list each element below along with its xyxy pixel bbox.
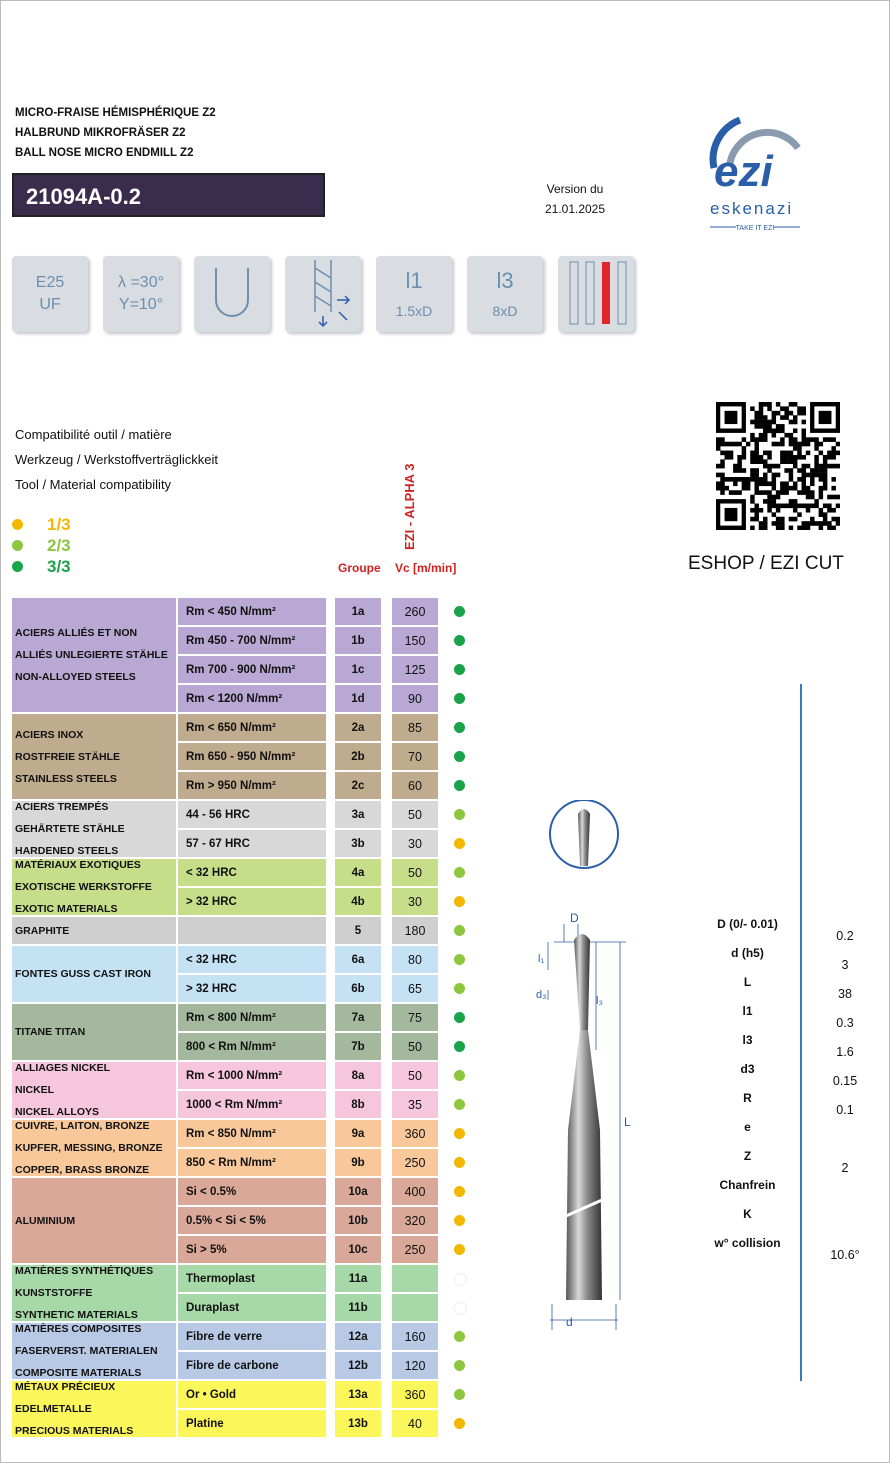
condition-cell	[178, 917, 326, 944]
spec-value: 2	[841, 1161, 849, 1175]
condition-cell: Rm < 1000 N/mm²	[178, 1062, 326, 1089]
category-label: GRAPHITE	[15, 924, 70, 937]
vc-cell	[392, 1265, 438, 1292]
label-l1: l₁	[538, 953, 545, 965]
eshop-label: ESHOP / EZI CUT	[688, 553, 844, 574]
compatibility-dot	[454, 722, 465, 733]
group-cell: 7a	[335, 1004, 381, 1031]
spec-value: 3	[841, 958, 849, 972]
group-cell: 13b	[335, 1410, 381, 1437]
condition-cell: Fibre de carbone	[178, 1352, 326, 1379]
group-cell: 10c	[335, 1236, 381, 1263]
category-label: NICKEL	[15, 1084, 55, 1096]
category-label: EDELMETALLE	[15, 1403, 92, 1415]
spec-value: 0.3	[836, 1016, 854, 1030]
compat-en: Tool / Material compatibility	[15, 477, 172, 492]
compatibility-dot	[454, 606, 465, 617]
category-label: FONTES GUSS CAST IRON	[15, 968, 151, 980]
group-cell: 10b	[335, 1207, 381, 1234]
grade-icon	[12, 256, 88, 332]
compatibility-dot	[454, 1331, 465, 1342]
vc-cell: 50	[392, 1033, 438, 1060]
group-cell: 1d	[335, 685, 381, 712]
title-de: HALBRUND MIKROFRÄSER Z2	[15, 127, 186, 139]
logo-word: ezi	[714, 147, 773, 196]
compatibility-dot	[454, 925, 465, 936]
category-label: NICKEL ALLOYS	[15, 1106, 100, 1118]
category-label: COMPOSITE MATERIALS	[15, 1367, 142, 1379]
material-category	[12, 1004, 176, 1060]
spec-label: D (0/- 0.01)	[717, 917, 778, 931]
vc-cell: 400	[392, 1178, 438, 1205]
spec-label: l1	[742, 1004, 753, 1018]
compatibility-dot	[454, 809, 465, 820]
qr-code	[716, 402, 840, 530]
group-cell: 10a	[335, 1178, 381, 1205]
condition-cell: 44 - 56 HRC	[178, 801, 326, 828]
condition-cell: Rm 450 - 700 N/mm²	[178, 627, 326, 654]
vc-cell: 250	[392, 1236, 438, 1263]
vc-header: Vc [m/min]	[395, 561, 457, 575]
group-cell: 12a	[335, 1323, 381, 1350]
vc-cell: 85	[392, 714, 438, 741]
l1-value: 1.5xD	[395, 303, 433, 319]
group-cell: 2c	[335, 772, 381, 799]
category-label: STAINLESS STEELS	[15, 772, 117, 785]
logo-brand: eskenazi	[710, 199, 794, 218]
group-cell: 13a	[335, 1381, 381, 1408]
length-l3-icon	[467, 256, 543, 332]
compat-de: Werkzeug / Werkstoffverträglickkeit	[15, 452, 219, 467]
grade-line1: E25	[35, 274, 65, 291]
vc-cell: 60	[392, 772, 438, 799]
tool-drawing	[530, 800, 640, 1340]
l3-value: 8xD	[492, 303, 518, 319]
vc-cell: 250	[392, 1149, 438, 1176]
legend-3-3	[12, 556, 71, 577]
spec-label: d3	[740, 1062, 755, 1076]
condition-cell: 57 - 67 HRC	[178, 830, 326, 857]
category-label: MATIÈRES SYNTHÉTIQUES	[15, 1265, 154, 1277]
vc-cell: 75	[392, 1004, 438, 1031]
spec-label: K	[743, 1207, 752, 1221]
tool-coating-icon	[558, 256, 634, 332]
label-L: L	[624, 1115, 631, 1129]
grade-line2: UF	[39, 296, 61, 313]
condition-cell: Rm < 1200 N/mm²	[178, 685, 326, 712]
condition-cell: 850 < Rm N/mm²	[178, 1149, 326, 1176]
product-reference: 21094A-0.2	[12, 173, 325, 217]
condition-cell: Si > 5%	[178, 1236, 326, 1263]
condition-cell: Rm < 850 N/mm²	[178, 1120, 326, 1147]
group-cell: 1a	[335, 598, 381, 625]
legend-label: 3/3	[47, 557, 71, 576]
vc-cell: 360	[392, 1381, 438, 1408]
condition-cell: Thermoplast	[178, 1265, 326, 1292]
vc-cell: 320	[392, 1207, 438, 1234]
category-label: NON-ALLOYED STEELS	[15, 671, 136, 683]
group-cell: 9a	[335, 1120, 381, 1147]
material-category	[12, 1323, 176, 1379]
legend-2-3	[12, 535, 71, 556]
spec-label: R	[743, 1091, 752, 1105]
category-label: COPPER, BRASS BRONZE	[15, 1164, 150, 1176]
title-fr: MICRO-FRAISE HÉMISPHÉRIQUE Z2	[15, 107, 216, 119]
group-cell: 1c	[335, 656, 381, 683]
condition-cell: Rm < 800 N/mm²	[178, 1004, 326, 1031]
group-cell: 5	[335, 917, 381, 944]
compatibility-dot	[454, 1070, 465, 1081]
category-label: GEHÄRTETE STÄHLE	[15, 823, 125, 835]
compatibility-dot	[454, 780, 465, 791]
compatibility-dot	[454, 896, 465, 907]
vc-cell: 125	[392, 656, 438, 683]
vc-cell: 30	[392, 830, 438, 857]
length-l1-icon	[376, 256, 452, 332]
category-label: KUNSTSTOFFE	[15, 1287, 93, 1299]
condition-cell: Rm 700 - 900 N/mm²	[178, 656, 326, 683]
l3-symbol: l3	[496, 268, 514, 293]
compatibility-dot	[454, 838, 465, 849]
label-d: d	[566, 1315, 573, 1329]
category-label: HARDENED STEELS	[15, 845, 119, 857]
group-cell: 4b	[335, 888, 381, 915]
material-category	[12, 1062, 176, 1118]
spec-label: w° collision	[714, 1236, 781, 1250]
condition-cell: < 32 HRC	[178, 946, 326, 973]
vc-cell: 80	[392, 946, 438, 973]
angle-icon	[103, 256, 179, 332]
category-label: EXOTISCHE WERKSTOFFE	[15, 881, 152, 893]
category-label: KUPFER, MESSING, BRONZE	[15, 1142, 163, 1154]
legend-label: 1/3	[47, 515, 71, 534]
vc-cell: 40	[392, 1410, 438, 1437]
group-cell: 6a	[335, 946, 381, 973]
vc-cell: 50	[392, 859, 438, 886]
compatibility-dot	[454, 693, 465, 704]
compatibility-text	[15, 422, 218, 497]
compatibility-dot	[454, 1273, 467, 1286]
vc-cell: 360	[392, 1120, 438, 1147]
material-category	[12, 1178, 176, 1263]
condition-cell: < 32 HRC	[178, 859, 326, 886]
compatibility-dot	[454, 1128, 465, 1139]
group-cell: 2a	[335, 714, 381, 741]
vc-cell: 90	[392, 685, 438, 712]
compatibility-legend	[12, 514, 71, 577]
group-cell: 9b	[335, 1149, 381, 1176]
group-cell: 8a	[335, 1062, 381, 1089]
compatibility-dot	[454, 983, 465, 994]
group-cell: 6b	[335, 975, 381, 1002]
spec-value: 1.6	[836, 1045, 854, 1059]
condition-cell: 1000 < Rm N/mm²	[178, 1091, 326, 1118]
category-label: ALLIAGES NICKEL	[15, 1062, 111, 1074]
spec-label: Chanfrein	[719, 1178, 776, 1192]
compatibility-dot	[454, 1099, 465, 1110]
vc-cell: 30	[392, 888, 438, 915]
group-cell: 11b	[335, 1294, 381, 1321]
angle-line1: λ =30°	[118, 274, 164, 291]
condition-cell: Rm < 450 N/mm²	[178, 598, 326, 625]
label-D: D	[570, 911, 579, 925]
product-titles	[15, 103, 216, 163]
compatibility-dot	[454, 867, 465, 878]
group-cell: 7b	[335, 1033, 381, 1060]
material-category	[12, 1265, 176, 1321]
compatibility-dot	[454, 1215, 465, 1226]
category-label: PRECIOUS MATERIALS	[15, 1425, 134, 1437]
compatibility-dot	[454, 664, 465, 675]
material-category	[12, 714, 176, 799]
compatibility-dot	[454, 1012, 465, 1023]
compatibility-dot	[454, 1302, 467, 1315]
condition-cell: 800 < Rm N/mm²	[178, 1033, 326, 1060]
legend-dot	[12, 561, 23, 572]
compatibility-dot	[454, 1244, 465, 1255]
condition-cell: Rm > 950 N/mm²	[178, 772, 326, 799]
spec-value: 0.1	[836, 1103, 854, 1117]
version-info	[540, 179, 610, 219]
material-category	[12, 598, 176, 712]
vc-cell: 35	[392, 1091, 438, 1118]
group-cell: 1b	[335, 627, 381, 654]
group-cell: 11a	[335, 1265, 381, 1292]
group-header: Groupe	[338, 561, 381, 575]
condition-cell: > 32 HRC	[178, 888, 326, 915]
spec-label: Z	[743, 1149, 752, 1163]
category-label: ACIERS TREMPÉS	[15, 801, 109, 813]
compatibility-dot	[454, 1157, 465, 1168]
legend-dot	[12, 540, 23, 551]
material-category	[12, 917, 176, 944]
title-en: BALL NOSE MICRO ENDMILL Z2	[15, 147, 194, 159]
vc-cell: 180	[392, 917, 438, 944]
material-category	[12, 801, 176, 857]
label-d3: d₃	[536, 989, 547, 1001]
legend-1-3	[12, 514, 71, 535]
category-label: ROSTFREIE STÄHLE	[15, 750, 121, 763]
group-cell: 2b	[335, 743, 381, 770]
condition-cell: Rm < 650 N/mm²	[178, 714, 326, 741]
angle-line2: Y=10°	[118, 296, 164, 313]
compatibility-dot	[454, 1041, 465, 1052]
category-label: MATIÈRES COMPOSITES	[15, 1323, 142, 1335]
condition-cell: Platine	[178, 1410, 326, 1437]
vc-cell: 50	[392, 1062, 438, 1089]
material-category	[12, 859, 176, 915]
vc-cell: 120	[392, 1352, 438, 1379]
l1-symbol: l1	[405, 268, 423, 293]
spec-value: 0.15	[832, 1074, 858, 1088]
category-label: SYNTHETIC MATERIALS	[15, 1309, 138, 1321]
legend-dot	[12, 519, 23, 530]
ball-nose-profile-icon	[194, 256, 270, 332]
group-cell: 3b	[335, 830, 381, 857]
vc-cell: 150	[392, 627, 438, 654]
condition-cell: 0.5% < Si < 5%	[178, 1207, 326, 1234]
category-label: CUIVRE, LAITON, BRONZE	[15, 1120, 150, 1132]
spec-label: d (h5)	[731, 946, 764, 960]
ezi-logo	[700, 108, 810, 238]
category-label: MATÉRIAUX EXOTIQUES	[15, 859, 141, 871]
category-label: ALUMINIUM	[15, 1214, 76, 1227]
condition-cell: Duraplast	[178, 1294, 326, 1321]
compatibility-dot	[454, 635, 465, 646]
compatibility-dot	[454, 751, 465, 762]
vc-cell: 70	[392, 743, 438, 770]
coolant-direction-icon	[285, 256, 361, 332]
vc-cell: 260	[392, 598, 438, 625]
condition-cell: Fibre de verre	[178, 1323, 326, 1350]
alpha-header-text: EZI - ALPHA 3	[402, 463, 417, 550]
group-cell: 8b	[335, 1091, 381, 1118]
spec-label: L	[743, 975, 752, 989]
condition-cell: Si < 0.5%	[178, 1178, 326, 1205]
spec-value: 10.6°	[830, 1248, 860, 1262]
category-label: ACIERS INOX	[15, 728, 84, 741]
category-label: ACIERS ALLIÉS ET NON	[15, 627, 138, 639]
category-label: FASERVERST. MATERIALEN	[15, 1345, 158, 1357]
legend-label: 2/3	[47, 536, 71, 555]
category-label: MÉTAUX PRÉCIEUX	[15, 1381, 116, 1393]
material-category	[12, 946, 176, 1002]
spec-label: e	[744, 1120, 751, 1134]
compatibility-dot	[454, 1389, 465, 1400]
condition-cell: Rm 650 - 950 N/mm²	[178, 743, 326, 770]
group-cell: 12b	[335, 1352, 381, 1379]
condition-cell: > 32 HRC	[178, 975, 326, 1002]
compatibility-dot	[454, 1186, 465, 1197]
material-category	[12, 1381, 176, 1437]
compatibility-dot	[454, 954, 465, 965]
category-label: TITANE TITAN	[15, 1026, 86, 1038]
spec-value: 38	[838, 987, 852, 1001]
version-date: 21.01.2025	[544, 202, 606, 216]
compat-fr: Compatibilité outil / matière	[15, 427, 172, 442]
vc-cell: 65	[392, 975, 438, 1002]
category-label: ALLIÉS UNLEGIERTE STÄHLE	[15, 649, 168, 661]
label-l3: l₃	[596, 995, 603, 1007]
category-label: EXOTIC MATERIALS	[15, 903, 118, 915]
version-label: Version du	[546, 182, 604, 196]
compatibility-dot	[454, 1360, 465, 1371]
spec-label: l3	[742, 1033, 753, 1047]
compatibility-dot	[454, 1418, 465, 1429]
group-cell: 3a	[335, 801, 381, 828]
group-cell: 4a	[335, 859, 381, 886]
alpha-header	[402, 442, 426, 550]
vc-cell	[392, 1294, 438, 1321]
spec-value: 0.2	[836, 929, 854, 943]
material-category	[12, 1120, 176, 1176]
vc-cell: 160	[392, 1323, 438, 1350]
condition-cell: Or • Gold	[178, 1381, 326, 1408]
vc-cell: 50	[392, 801, 438, 828]
logo-tagline: TAKE IT EZI	[735, 225, 775, 232]
